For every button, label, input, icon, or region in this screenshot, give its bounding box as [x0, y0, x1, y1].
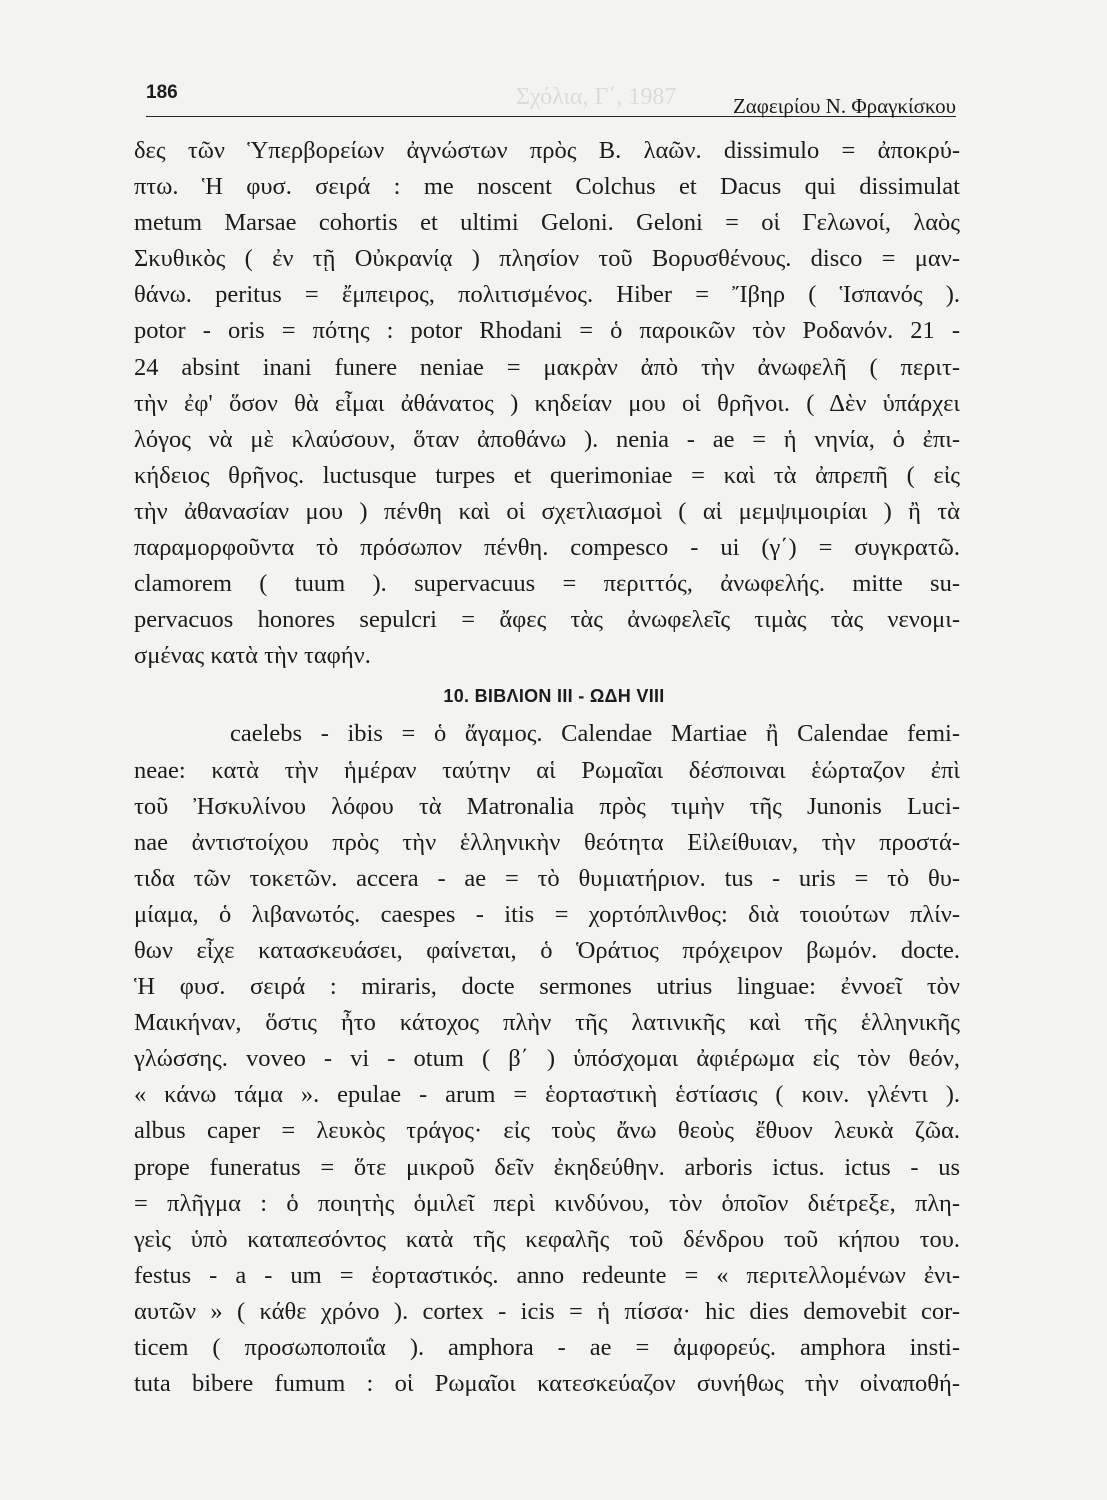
paragraph-1	[134, 133, 960, 674]
text-line: caelebs - ibis = ὁ ἄγαμος. Calendae Martiae ἢ Calendae femi-	[230, 720, 960, 748]
text-line: neae: κατὰ τὴν ἡμέραν ταύτην αἱ Ρωμαῖαι δέσποιναι ἑώρταζον ἐπὶ	[134, 756, 960, 784]
text-line: = πλῆγμα : ὁ ποιητὴς ὁμιλεῖ περὶ κινδύνου, τὸν ὁποῖον διέτρεξε, πλη-	[134, 1189, 960, 1217]
text-line: 24 absint inani funere neniae = μακρὰν ἀπὸ τὴν ἀνωφελῆ ( περιτ-	[134, 353, 960, 381]
text-line: λόγος νὰ μὲ κλαύσουν, ὅταν ἀποθάνω ). nenia - ae = ἡ νηνία, ὁ ἐπι-	[134, 425, 960, 453]
text-line: σμένας κατὰ τὴν ταφήν.	[134, 642, 371, 670]
text-line: θων εἶχε κατασκευάσει, φαίνεται, ὁ Ὁράτιος πρόχειρον βωμόν. docte.	[134, 936, 960, 964]
text-line: Ἡ φυσ. σειρά : miraris, docte sermones utrius linguae: ἐννοεῖ τὸν	[134, 973, 960, 1001]
text-line: τὴν ἐφ' ὅσον θὰ εἶμαι ἀθάνατος ) κηδείαν μου οἱ θρῆνοι. ( Δὲν ὑπάρχει	[134, 389, 960, 417]
section-heading: 10. ΒΙΒΛΙΟΝ III - ΩΔΗ VIII	[443, 686, 665, 707]
text-line: γλώσσης. voveo - vi - otum ( β΄ ) ὑπόσχομαι ἀφιέρωμα εἰς τὸν θεόν,	[134, 1045, 960, 1073]
text-line: potor - oris = πότης : potor Rhodani = ὁ παροικῶν τὸν Ροδανόν. 21 -	[134, 317, 960, 345]
text-line: αυτῶν » ( κάθε χρόνο ). cortex - icis = ἡ πίσσα· hic dies demovebit cor-	[134, 1297, 960, 1325]
text-line: pervacuos honores sepulcri = ἄφες τὰς ἀνωφελεῖς τιμὰς τὰς νενομι-	[134, 606, 960, 634]
text-line: Σκυθικὸς ( ἐν τῇ Οὐκρανίᾳ ) πλησίον τοῦ Βορυσθένους. disco = μαν-	[134, 245, 960, 273]
text-line: prope funeratus = ὅτε μικροῦ δεῖν ἐκηδεύθην. arboris ictus. ictus - us	[134, 1153, 960, 1181]
text-line: tuta bibere fumum : οἱ Ρωμαῖοι κατεσκεύαζον συνήθως τὴν οἰναποθή-	[134, 1370, 960, 1398]
text-line: δες τῶν Ὑπερβορείων ἀγνώστων πρὸς Β. λαῶν. dissimulo = ἀποκρύ-	[134, 137, 960, 164]
text-line: metum Marsae cohortis et ultimi Geloni. Geloni = οἱ Γελωνοί, λαὸς	[134, 209, 960, 237]
text-line: γεὶς ὑπὸ καταπεσόντος κατὰ τῆς κεφαλῆς τοῦ δένδρου τοῦ κήπου του.	[134, 1225, 960, 1253]
text-line: festus - a - um = ἑορταστικός. anno redeunte = « περιτελλομένων ἐνι-	[134, 1261, 960, 1289]
bleed-through-text: Σχόλια, Γ΄, 1987	[516, 84, 677, 110]
text-line: ticem ( προσωποποιΐα ). amphora - ae = ἀμφορεύς. amphora insti-	[134, 1334, 960, 1361]
text-line: τὴν ἀθανασίαν μου ) πένθη καὶ οἱ σχετλιασμοὶ ( αἱ μεμψιμοιρίαι ) ἢ τὰ	[134, 497, 960, 525]
text-line: παραμορφοῦντα τὸ πρόσωπον πένθη. compesco - ui (γ΄) = συγκρατῶ.	[134, 534, 960, 562]
page-header	[146, 76, 956, 117]
text-line: « κάνω τάμα ». epulae - arum = ἑορταστικὴ ἑστίασις ( κοιν. γλέντι ).	[134, 1081, 960, 1109]
text-line: clamorem ( tuum ). supervacuus = περιττός, ἀνωφελής. mitte su-	[134, 570, 960, 598]
text-line: κήδειος θρῆνος. luctusque turpes et querimoniae = καὶ τὰ ἀπρεπῆ ( εἰς	[134, 461, 960, 489]
paragraph-2	[134, 716, 960, 1402]
text-line: τιδα τῶν τοκετῶν. accera - ae = τὸ θυμιατήριον. tus - uris = τὸ θυ-	[134, 864, 960, 892]
text-line: Μαικήναν, ὅστις ἦτο κάτοχος πλὴν τῆς λατινικῆς καὶ τῆς ἑλληνικῆς	[134, 1009, 960, 1037]
running-head-author: Ζαφειρίου Ν. Φραγκίσκου	[732, 94, 956, 118]
text-line: θάνω. peritus = ἔμπειρος, πολιτισμένος. Hiber = Ἴβηρ ( Ἱσπανός ).	[134, 281, 960, 309]
text-line: μίαμα, ὁ λιβανωτός. caespes - itis = χορτόπλινθος: διὰ τοιούτων πλίν-	[134, 900, 960, 928]
body-text	[134, 133, 960, 1402]
page-number: 186	[146, 82, 178, 103]
text-line: πτω. Ἡ φυσ. σειρά : me noscent Colchus et Dacus qui dissimulat	[134, 173, 960, 201]
text-line: τοῦ Ἠσκυλίνου λόφου τὰ Matronalia πρὸς τιμὴν τῆς Junonis Luci-	[134, 792, 960, 820]
text-line: albus caper = λευκὸς τράγος· εἰς τοὺς ἄνω θεοὺς ἔθυον λευκὰ ζῶα.	[134, 1117, 960, 1145]
text-line: nae ἀντιστοίχου πρὸς τὴν ἑλληνικὴν θεότητα Εἰλείθυιαν, τὴν προστά-	[134, 828, 960, 856]
